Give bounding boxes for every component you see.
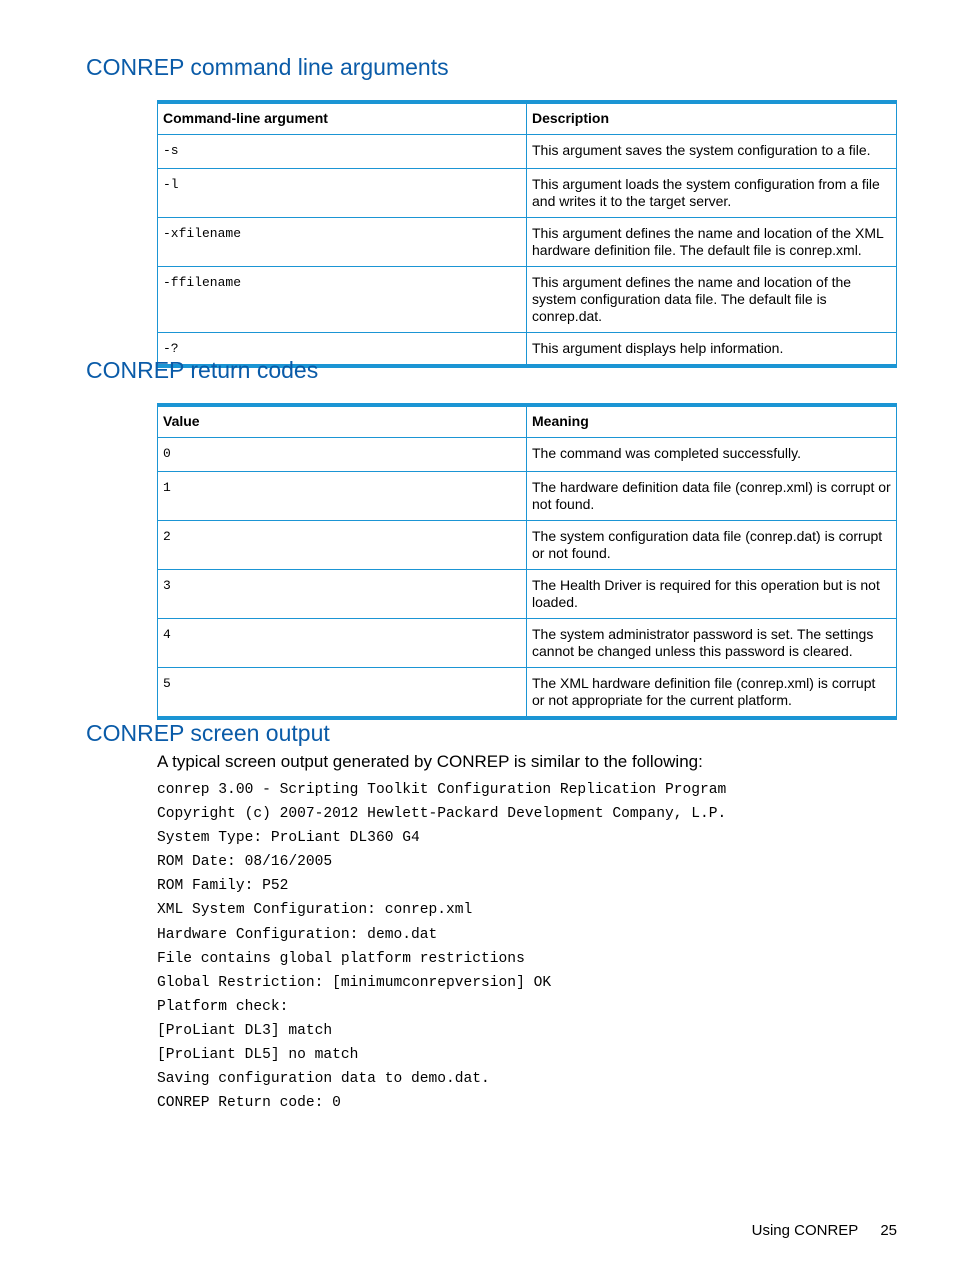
table-row [158,472,897,521]
value-cell: 3 [158,570,527,619]
footer-section-label: Using CONREP [751,1222,859,1239]
value-cell: 0 [158,438,527,472]
table-row [158,218,897,267]
description-cell: This argument loads the system configuration from a file and writes it to the target server. [527,169,897,218]
code-line: Hardware Configuration: demo.dat [157,926,438,943]
description-cell: This argument defines the name and location of the XML hardware definition file. The default file is conrep.xml. [527,218,897,267]
argument-cell: -ffilename [158,267,527,333]
code-line: System Type: ProLiant DL360 G4 [157,830,420,847]
value-cell: 1 [158,472,527,521]
table-header-row [158,405,897,438]
code-line: conrep 3.00 - Scripting Toolkit Configuration Replication Program [157,782,727,798]
meaning-cell: The Health Driver is required for this operation but is not loaded. [527,570,897,619]
table-header-row [158,102,897,135]
code-line: File contains global platform restrictions [157,950,525,967]
column-header: Value [158,405,527,438]
description-cell: This argument displays help information. [527,333,897,367]
table-row [158,570,897,619]
page-number: 25 [880,1222,897,1239]
page-footer [752,1222,897,1239]
argument-cell: -xfilename [158,218,527,267]
arguments-table [157,100,897,368]
table-row [158,169,897,218]
table-row [158,267,897,333]
table-row [158,668,897,719]
screen-output-intro: A typical screen output generated by CONREP is similar to the following: [157,752,703,771]
code-line: Platform check: [157,998,289,1015]
section-title-return-codes: CONREP return codes [86,357,319,383]
argument-cell: -? [158,333,527,367]
argument-cell: -l [158,169,527,218]
meaning-cell: The command was completed successfully. [527,438,897,472]
description-cell: This argument saves the system configuration to a file. [527,135,897,169]
return-codes-table [157,403,897,720]
argument-cell: -s [158,135,527,169]
section-title-screen-output: CONREP screen output [86,720,330,746]
table-row [158,521,897,570]
code-line: [ProLiant DL3] match [157,1022,333,1039]
value-cell: 5 [158,668,527,719]
section-title-arguments: CONREP command line arguments [86,54,449,80]
code-line: ROM Date: 08/16/2005 [157,854,333,871]
code-line: Copyright (c) 2007-2012 Hewlett-Packard Development Company, L.P. [157,806,727,823]
table-row [158,438,897,472]
meaning-cell: The system administrator password is set. The settings cannot be changed unless this password is cleared. [527,619,897,668]
code-line: ROM Family: P52 [157,878,289,895]
code-line: Global Restriction: [minimumconrepversion] OK [157,974,552,991]
value-cell: 2 [158,521,527,570]
description-cell: This argument defines the name and location of the system configuration data file. The default file is conrep.dat. [527,267,897,333]
meaning-cell: The XML hardware definition file (conrep.xml) is corrupt or not appropriate for the current platform. [527,668,897,719]
column-header: Meaning [527,405,897,438]
code-line: CONREP Return code: 0 [157,1095,341,1112]
value-cell: 4 [158,619,527,668]
meaning-cell: The system configuration data file (conrep.dat) is corrupt or not found. [527,521,897,570]
code-line: [ProLiant DL5] no match [157,1047,359,1064]
code-line: Saving configuration data to demo.dat. [157,1071,490,1088]
table-row [158,135,897,169]
table-row [158,619,897,668]
meaning-cell: The hardware definition data file (conrep.xml) is corrupt or not found. [527,472,897,521]
column-header: Description [527,102,897,135]
screen-output-code-block [157,780,726,1117]
code-line: XML System Configuration: conrep.xml [157,902,473,919]
column-header: Command-line argument [158,102,527,135]
